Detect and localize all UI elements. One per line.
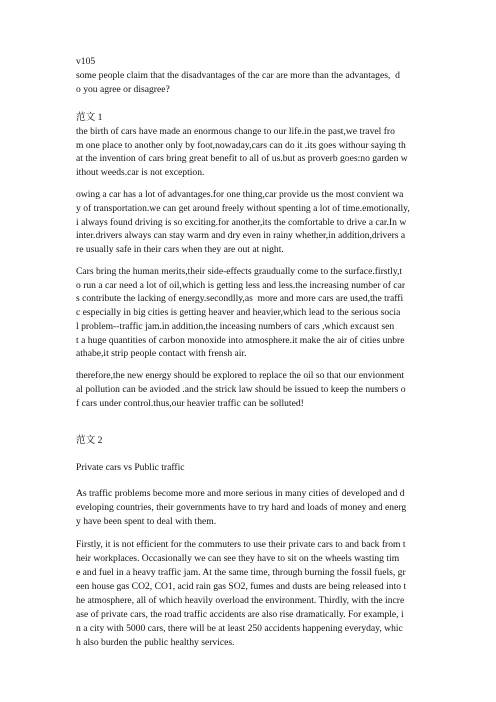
body-line: As traffic problems become more and more serious in many cities of developed and d	[76, 488, 405, 499]
body-line: therefore,the new energy should be explored to replace the oil so that our envionment	[76, 370, 405, 381]
body-line: owing a car has a lot of advantages.for one thing,car provide us the most convient wa	[76, 189, 404, 200]
body-line: h also burden the public healthy services.	[76, 637, 235, 648]
body-line: l problem--traffic jam.in addition,the inceasing numbers of cars ,which excaust sen	[76, 321, 395, 332]
body-line: een house gas CO2, CO1, acid rain gas SO2, fumes and dusts are being released into t	[76, 581, 407, 592]
body-line: c especially in big cities is getting heaver and heavier,which lead to the serious socia	[76, 307, 401, 318]
body-line: he atmosphere, all of which heavily overload the environment. Thirdly, with the incre	[76, 595, 405, 606]
body-line: heir workplaces. Occasionally we can see they have to sit on the wheels wasting tim	[76, 553, 400, 564]
prompt-line: some people claim that the disadvantages of the car are more than the advantages, d	[76, 70, 400, 81]
body-line: o run a car need a lot of oil,which is getting less and less.the increasing number of car	[76, 280, 406, 291]
body-line: f cars under control.thus,our heavier traffic can be solluted!	[76, 398, 304, 409]
body-line: y of transportation.we can get around freely without spenting a lot of time.emotionally,	[76, 203, 410, 214]
body-line: inter.drivers always can stay warm and dry even in rainy whether,in addition,drivers a	[76, 230, 406, 241]
body-line: ithout weeds.car is not exception.	[76, 167, 205, 178]
body-line: e and fuel in a heavy traffic jam. At the same time, through burning the fossil fuels, gr	[76, 567, 406, 578]
essay-title: Private cars vs Public traffic	[76, 462, 185, 473]
body-line: athabe,it strip people contact with frensh air.	[76, 348, 247, 359]
body-line: at the invention of cars bring great benefit to all of us.but as proverb goes:no garden w	[76, 153, 408, 164]
body-line: re usually safe in their cars when they are out at night.	[76, 244, 284, 255]
body-line: t a huge quantities of carbon monoxide into atmosphere.it make the air of cities unbre	[76, 335, 405, 346]
body-line: eveloping countries, their governments have to try hard and loads of money and energ	[76, 502, 407, 513]
body-line: al pollution can be aviоded .and the strick law should be issued to keep the numbers o	[76, 384, 406, 395]
body-line: s contribute the lacking of energy.secondlly,as more and more cars are used,the traffi	[76, 293, 404, 304]
body-line: m one place to another only by foot,nowaday,cars can do it .its goes withour saying th	[76, 140, 406, 151]
body-line: n a city with 5000 cars, there will be at least 250 accidents happening everyday, whic	[76, 623, 403, 634]
doc-code: v105	[76, 56, 96, 67]
body-line: ase of private cars, the road traffic accidents are also rise dramatically. For example, i	[76, 609, 404, 620]
body-line: y have been spent to deal with them.	[76, 516, 217, 527]
body-line: the birth of cars have made an enormous change to our life.in the past,we travel fro	[76, 126, 395, 137]
body-line: i always found driving is so exciting.for another,its the comfortable to drive a car.In w	[76, 217, 407, 228]
section-heading: 范文 1	[76, 112, 103, 123]
body-line: Cars bring the human merits,their side-effects graudually come to the surface.firstly,t	[76, 266, 403, 277]
section-heading: 范文 2	[76, 435, 103, 446]
prompt-line: o you agree or disagree?	[76, 84, 170, 95]
body-line: Firstly, it is not efficient for the commuters to use their private cars to and back from t	[76, 539, 406, 550]
